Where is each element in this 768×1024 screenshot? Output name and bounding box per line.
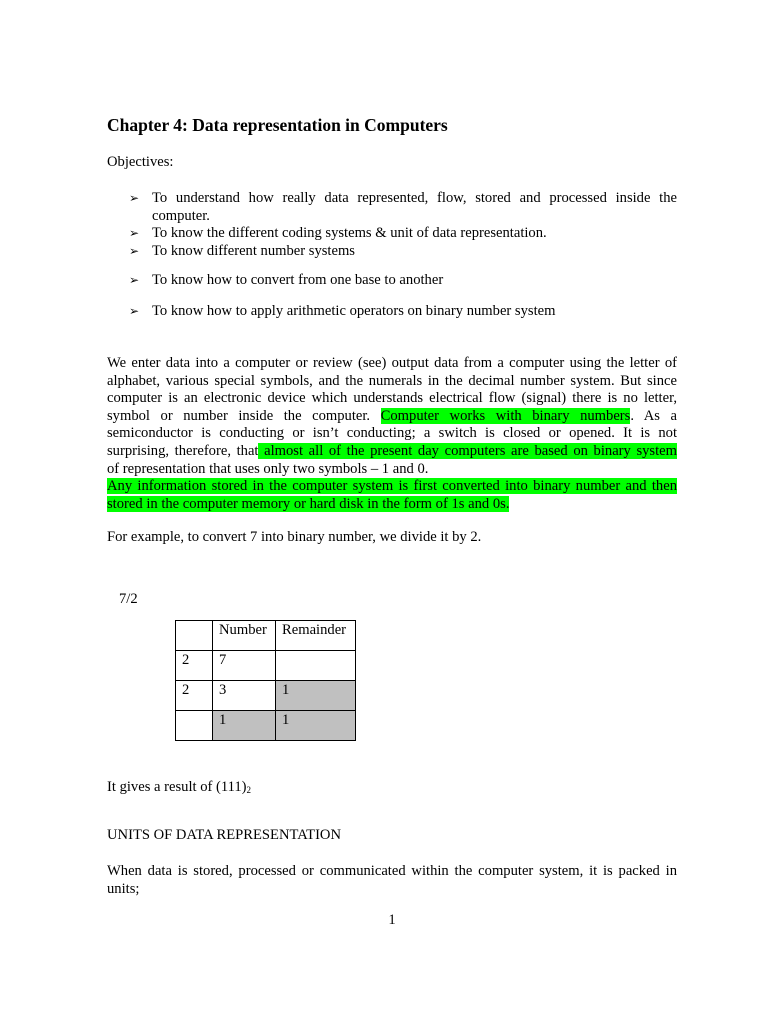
table-cell <box>176 711 213 741</box>
objective-text: To know how to apply arithmetic operators on binary number system <box>152 302 556 319</box>
arrow-bullet-icon: ➢ <box>129 303 140 318</box>
objective-text: To understand how really data represented, flow, stored and processed inside the computer. <box>152 190 677 224</box>
highlighted-text: stored in the computer memory or hard disk in the form of 1s and 0s. <box>107 495 510 512</box>
objective-text: To know how to convert from one base to another <box>152 272 444 289</box>
table-cell: 1 <box>213 711 276 741</box>
table-cell: 1 <box>276 681 356 711</box>
page-number: 1 <box>388 912 396 928</box>
section-heading: UNITS OF DATA REPRESENTATION <box>107 827 342 843</box>
result-text <box>107 779 251 797</box>
result-text-main: It gives a result of (111) <box>107 779 247 795</box>
table-cell: 2 <box>176 651 213 681</box>
remainder-table <box>175 620 356 741</box>
paragraph-line <box>107 478 677 496</box>
units-paragraph <box>107 863 677 898</box>
result-subscript: 2 <box>246 785 252 795</box>
chapter-title: Chapter 4: Data representation in Computers <box>107 115 448 135</box>
table-cell: 2 <box>176 681 213 711</box>
arrow-bullet-icon: ➢ <box>129 243 140 258</box>
paragraph-line <box>107 496 677 514</box>
table-cell <box>276 651 356 681</box>
paragraph-line: units; <box>107 880 140 897</box>
paragraph-line <box>107 408 677 426</box>
objective-text: To know different number systems <box>152 242 355 259</box>
table-header-cell: Remainder <box>276 621 356 651</box>
objective-item <box>129 303 677 321</box>
division-label: 7/2 <box>119 591 138 607</box>
arrow-bullet-icon: ➢ <box>129 226 140 241</box>
paragraph-text: . As a <box>630 407 677 424</box>
table-cell: 3 <box>213 681 276 711</box>
intro-paragraph <box>107 355 677 513</box>
paragraph-text: symbol or number inside the computer. <box>107 407 371 424</box>
objective-item <box>129 190 677 225</box>
paragraph-line: computer is an electronic device which understands electrical flow (signal) there is no letter, <box>107 390 677 407</box>
paragraph-line: When data is stored, processed or communicated within the computer system, it is packed in <box>107 863 677 879</box>
highlighted-text: Computer works with binary numbers <box>380 407 631 424</box>
example-text: For example, to convert 7 into binary number, we divide it by 2. <box>107 529 482 545</box>
highlighted-text: Any information stored in the computer system is first converted into binary number and then <box>107 478 677 495</box>
objective-item <box>129 272 677 290</box>
table-row <box>176 711 356 741</box>
highlighted-text: almost all of the present day computers are based on binary system <box>258 442 677 459</box>
table-row <box>176 651 356 681</box>
arrow-bullet-icon: ➢ <box>129 273 140 288</box>
paragraph-line: semiconductor is conducting or isn’t conducting; a switch is closed or opened. It is not <box>107 425 677 442</box>
paragraph-line: We enter data into a computer or review (see) output data from a computer using the letter of <box>107 355 677 371</box>
table-row <box>176 681 356 711</box>
objective-text: To know the different coding systems & unit of data representation. <box>152 225 547 242</box>
paragraph-line: alphabet, various special symbols, and the numerals in the decimal number system. But since <box>107 372 677 389</box>
paragraph-text: surprising, therefore, that <box>107 442 259 459</box>
paragraph-line: of representation that uses only two symbols – 1 and 0. <box>107 460 429 477</box>
arrow-bullet-icon: ➢ <box>129 191 140 205</box>
objectives-list <box>129 190 677 321</box>
table-header-cell: Number <box>213 621 276 651</box>
table-cell: 1 <box>276 711 356 741</box>
objective-item <box>129 225 677 243</box>
table-cell <box>176 621 213 651</box>
objectives-label: Objectives: <box>107 154 174 170</box>
table-header-row <box>176 621 356 651</box>
objective-item <box>129 243 677 261</box>
table-cell: 7 <box>213 651 276 681</box>
paragraph-line <box>107 443 677 461</box>
